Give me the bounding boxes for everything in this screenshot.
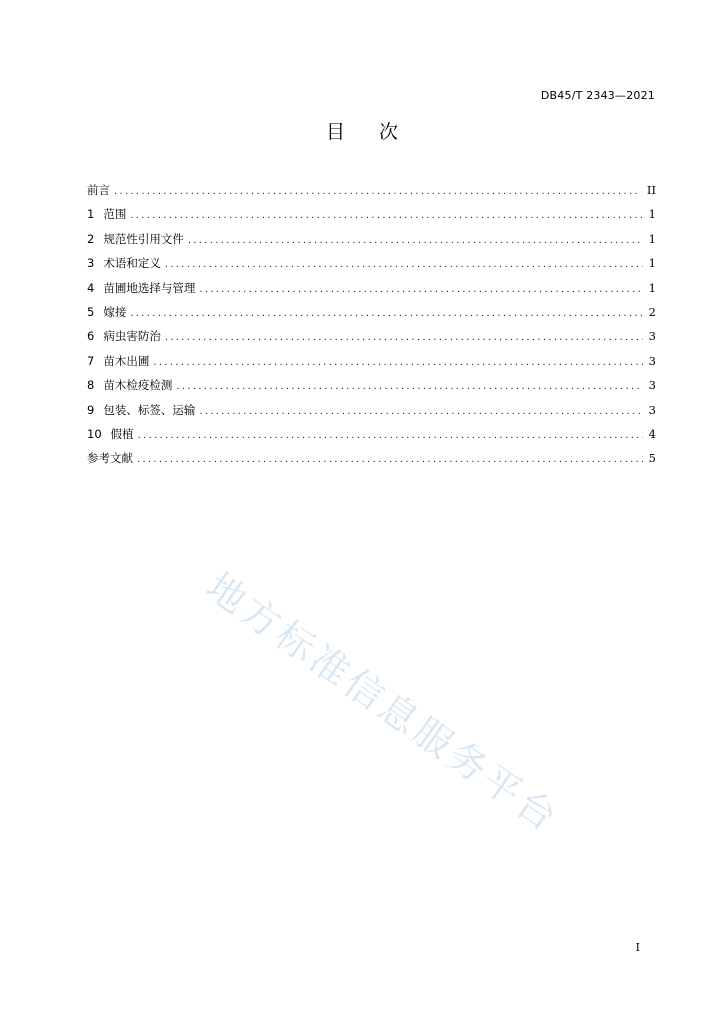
toc-entry-label: 病虫害防治 [103, 329, 161, 344]
toc-leader-dots [176, 381, 642, 392]
toc-entry-page: 3 [648, 329, 656, 344]
toc-entry-label: 前言 [87, 183, 110, 197]
page-title: 目次 [325, 121, 432, 143]
toc-entry-number: 7 [87, 353, 95, 368]
toc-entry-label: 假植 [110, 426, 134, 441]
toc-entry-label: 嫁接 [103, 304, 127, 319]
toc-entry-label: 术语和定义 [103, 256, 161, 271]
toc-entry-page: 1 [648, 231, 656, 246]
toc-leader-dots [137, 454, 643, 465]
toc-entry-label: 苗木检疫检测 [103, 378, 173, 393]
toc-entry-6[interactable] [87, 328, 656, 352]
toc-entry-number: 6 [87, 329, 95, 344]
toc-entry-page: II [646, 183, 656, 197]
toc-entry-page: 3 [648, 402, 656, 417]
toc-entry-label: 苗圃地选择与管理 [103, 280, 196, 295]
toc-entry-9[interactable] [87, 402, 656, 426]
page-number: I [635, 941, 640, 954]
toc-leader-dots [199, 284, 642, 295]
toc-entry-1[interactable] [87, 206, 656, 230]
toc-entry-10[interactable] [87, 426, 656, 450]
toc-entry-foreword[interactable] [87, 182, 656, 206]
toc-entry-page: 1 [648, 207, 656, 222]
toc-leader-dots [130, 308, 642, 319]
toc-entry-label: 包装、标签、运输 [103, 402, 196, 417]
toc-entry-page: 3 [648, 378, 656, 393]
toc-entry-page: 1 [648, 256, 656, 271]
toc-entry-number: 8 [87, 378, 95, 393]
toc-entry-label: 规范性引用文件 [103, 231, 184, 246]
toc-entry-number: 1 [87, 207, 95, 222]
toc-entry-number: 2 [87, 231, 95, 246]
toc-entry-references[interactable] [87, 450, 656, 474]
toc-entry-page: 3 [648, 353, 656, 368]
document-code: DB45/T 2343—2021 [540, 89, 655, 102]
toc-entry-page: 1 [648, 280, 656, 295]
toc-entry-label: 苗木出圃 [103, 353, 150, 368]
toc-leader-dots [114, 186, 641, 197]
toc-entry-8[interactable] [87, 377, 656, 401]
toc-entry-page: 5 [648, 451, 656, 466]
toc-leader-dots [165, 332, 643, 343]
toc-leader-dots [130, 210, 642, 221]
toc-entry-2[interactable] [87, 231, 656, 255]
toc-entry-number: 10 [87, 426, 102, 441]
toc-entry-page: 4 [648, 426, 656, 441]
toc-leader-dots [165, 259, 643, 270]
toc-entry-number: 3 [87, 256, 95, 271]
toc-entry-7[interactable] [87, 353, 656, 377]
toc-entry-3[interactable] [87, 255, 656, 279]
toc-leader-dots [199, 406, 642, 417]
toc-leader-dots [188, 235, 643, 246]
toc-leader-dots [153, 357, 642, 368]
watermark: 地方标准信息服务平台 [198, 564, 568, 842]
toc-entry-4[interactable] [87, 280, 656, 304]
toc-entry-number: 4 [87, 280, 95, 295]
toc-entry-number: 5 [87, 304, 95, 319]
toc-entry-label: 范围 [103, 207, 127, 222]
toc-entry-label: 参考文献 [87, 451, 133, 466]
toc-entry-5[interactable] [87, 304, 656, 328]
toc-leader-dots [138, 430, 643, 441]
table-of-contents [87, 182, 656, 475]
toc-entry-page: 2 [648, 304, 656, 319]
toc-entry-number: 9 [87, 402, 95, 417]
